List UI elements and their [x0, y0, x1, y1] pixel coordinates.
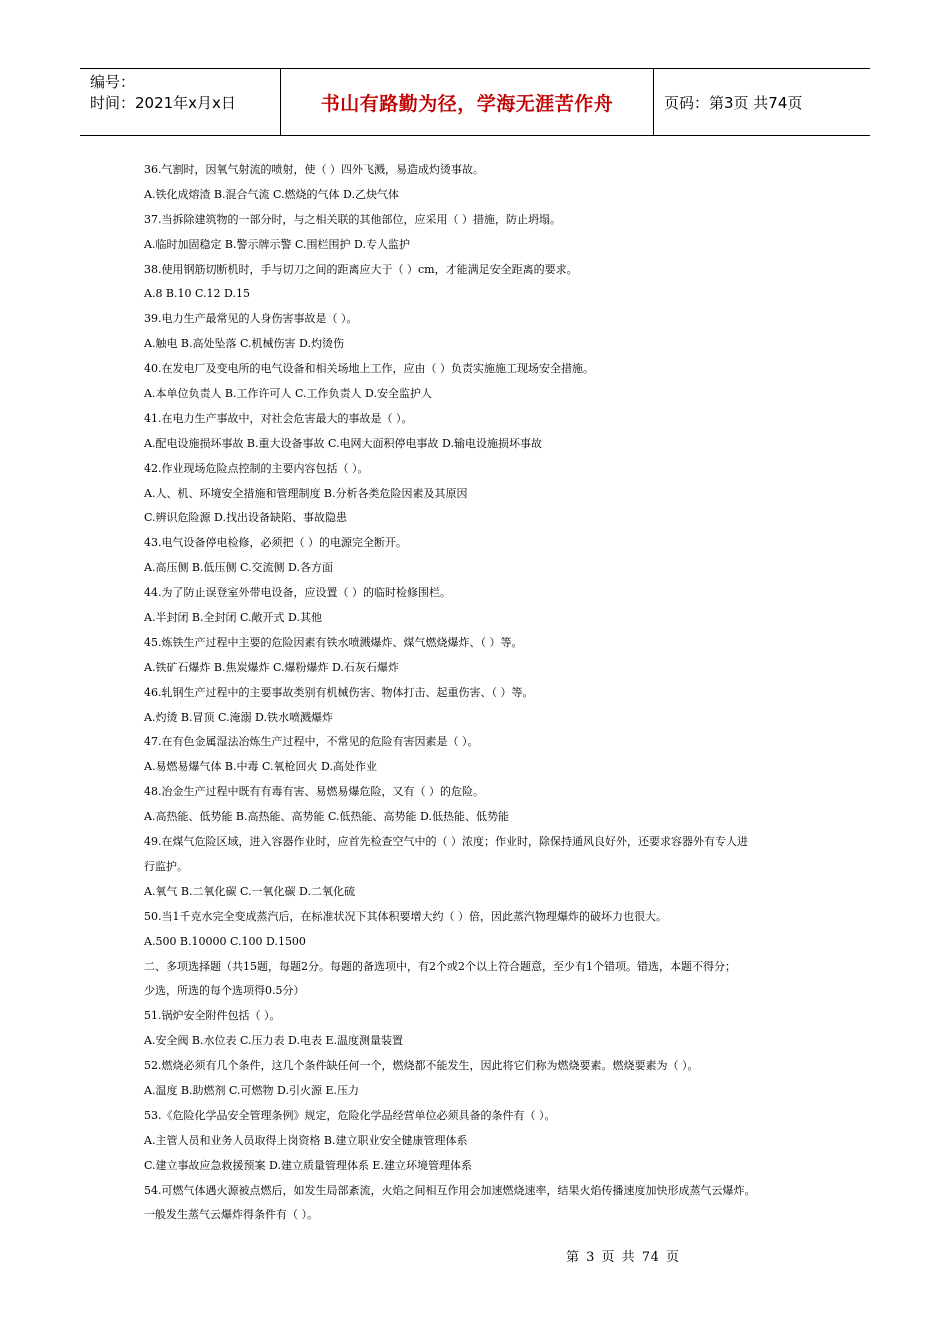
text-line: A.灼烫 B.冒顶 C.淹溺 D.铁水喷溅爆炸 — [144, 710, 333, 724]
text-line: A.临时加固稳定 B.警示牌示警 C.围栏围护 D.专人监护 — [144, 237, 410, 251]
text-line: 43.电气设备停电检修，必须把（ ）的电源完全断开。 — [144, 536, 407, 550]
header-info — [80, 69, 281, 135]
header-motto: 书山有路勤为径，学海无涯苦作舟 — [320, 92, 614, 115]
text-line: A.安全阀 B.水位表 C.压力表 D.电表 E.温度测量装置 — [144, 1034, 403, 1048]
text-line: C.建立事故应急救援预案 D.建立质量管理体系 E.建立环境管理体系 — [144, 1158, 472, 1172]
document-number-label: 编号： — [90, 73, 136, 91]
text-line: 37.当拆除建筑物的一部分时，与之相关联的其他部位，应采用（ ）措施，防止坍塌。 — [144, 212, 561, 226]
text-line: 45.炼铁生产过程中主要的危险因素有铁水喷溅爆炸、煤气燃烧爆炸、（ ）等。 — [144, 635, 523, 649]
text-line: 行监护。 — [144, 859, 188, 873]
text-line: 51.锅炉安全附件包括（ ）。 — [144, 1009, 281, 1023]
text-line: 39.电力生产最常见的人身伤害事故是（ ）。 — [144, 312, 358, 326]
page-header — [80, 68, 870, 136]
text-line: 46.轧钢生产过程中的主要事故类别有机械伤害、物体打击、起重伤害、（ ）等。 — [144, 685, 534, 699]
text-line: 41.在电力生产事故中，对社会危害最大的事故是（ ）。 — [144, 411, 413, 425]
document-date: 时间：2021年x月x日 — [90, 94, 236, 112]
text-line: 49.在煤气危险区域，进入容器作业时，应首先检查空气中的（ ）浓度；作业时，除保持通风良好外，还要求容器外有专人进 — [144, 835, 748, 849]
text-line: 52.燃烧必须有几个条件，这几个条件缺任何一个，燃烧都不能发生，因此将它们称为燃烧要素。燃烧要素为（ ）。 — [144, 1059, 699, 1073]
text-line: 少选，所选的每个选项得0.5分） — [144, 984, 305, 998]
text-line: A.人、机、环境安全措施和管理制度 B.分析各类危险因素及其原因 — [144, 486, 468, 500]
header-motto-cell — [281, 69, 654, 135]
header-page-cell — [654, 69, 870, 135]
text-line: A.温度 B.助燃剂 C.可燃物 D.引火源 E.压力 — [144, 1083, 359, 1097]
text-line: 36.气割时，因氧气射流的喷射，使（ ）四外飞溅，易造成灼烫事故。 — [144, 163, 484, 176]
text-line: A.本单位负责人 B.工作许可人 C.工作负责人 D.安全监护人 — [144, 387, 432, 401]
text-line: 40.在发电厂及变电所的电气设备和相关场地上工作，应由（ ）负责实施施工现场安全措施。 — [144, 362, 594, 376]
text-line: A.触电 B.高处坠落 C.机械伤害 D.灼烫伤 — [144, 337, 344, 351]
text-line: 38.使用钢筋切断机时，手与切刀之间的距离应大于（ ）cm，才能满足安全距离的要求。 — [144, 262, 578, 276]
text-line: A.高压侧 B.低压侧 C.交流侧 D.各方面 — [144, 561, 333, 575]
text-line: 一般发生蒸气云爆炸得条件有（ ）。 — [144, 1208, 318, 1222]
text-line: A.500 B.10000 C.100 D.1500 — [144, 934, 306, 948]
text-line: A.易燃易爆气体 B.中毒 C.氧枪回火 D.高处作业 — [144, 760, 377, 774]
text-line: A.配电设施损坏事故 B.重大设备事故 C.电网大面积停电事故 D.输电设施损坏事故 — [144, 436, 542, 450]
text-line: 二、多项选择题（共15题，每题2分。每题的备选项中，有2个或2个以上符合题意，至少有1个错项。错选，本题不得分； — [144, 959, 736, 973]
text-line: 48.冶金生产过程中既有有毒有害、易燃易爆危险，又有（ ）的危险。 — [144, 785, 484, 799]
text-line: 44.为了防止误登室外带电设备，应设置（ ）的临时检修围栏。 — [144, 586, 451, 600]
text-line: A.半封闭 B.全封闭 C.敞开式 D.其他 — [144, 611, 322, 625]
text-line: A.高热能、低势能 B.高热能、高势能 C.低热能、高势能 D.低热能、低势能 — [144, 810, 509, 824]
text-line: 50.当1千克水完全变成蒸汽后，在标准状况下其体积要增大约（ ）倍，因此蒸汽物理爆炸的破坏力也很大。 — [144, 909, 667, 923]
text-line: A.主管人员和业务人员取得上岗资格 B.建立职业安全健康管理体系 — [144, 1133, 468, 1147]
text-line: 42.作业现场危险点控制的主要内容包括（ ）。 — [144, 461, 369, 475]
text-line: A.铁矿石爆炸 B.焦炭爆炸 C.爆粉爆炸 D.石灰石爆炸 — [144, 660, 399, 674]
text-line: A.8 B.10 C.12 D.15 — [144, 287, 250, 301]
page-footer: 第 3 页 共 74 页 — [566, 1250, 680, 1265]
text-line: 54.可燃气体遇火源被点燃后，如发生局部紊流，火焰之间相互作用会加速燃烧速率，结果火焰传播速度加快形成蒸气云爆炸。 — [144, 1183, 756, 1197]
text-line: 53.《危险化学品安全管理条例》规定，危险化学品经营单位必须具备的条件有（ ）。 — [144, 1108, 556, 1122]
text-line: A.氧气 B.二氧化碳 C.一氧化碳 D.二氧化硫 — [144, 884, 355, 898]
text-line: 47.在有色金属湿法冶炼生产过程中，不常见的危险有害因素是（ ）。 — [144, 735, 479, 749]
text-line: C.辨识危险源 D.找出设备缺陷、事故隐患 — [144, 511, 347, 525]
question-list — [144, 158, 810, 1228]
text-line: A.铁化成熔渣 B.混合气流 C.燃烧的气体 D.乙炔气体 — [144, 187, 399, 201]
header-page-number: 页码：第3页 共74页 — [664, 93, 803, 112]
